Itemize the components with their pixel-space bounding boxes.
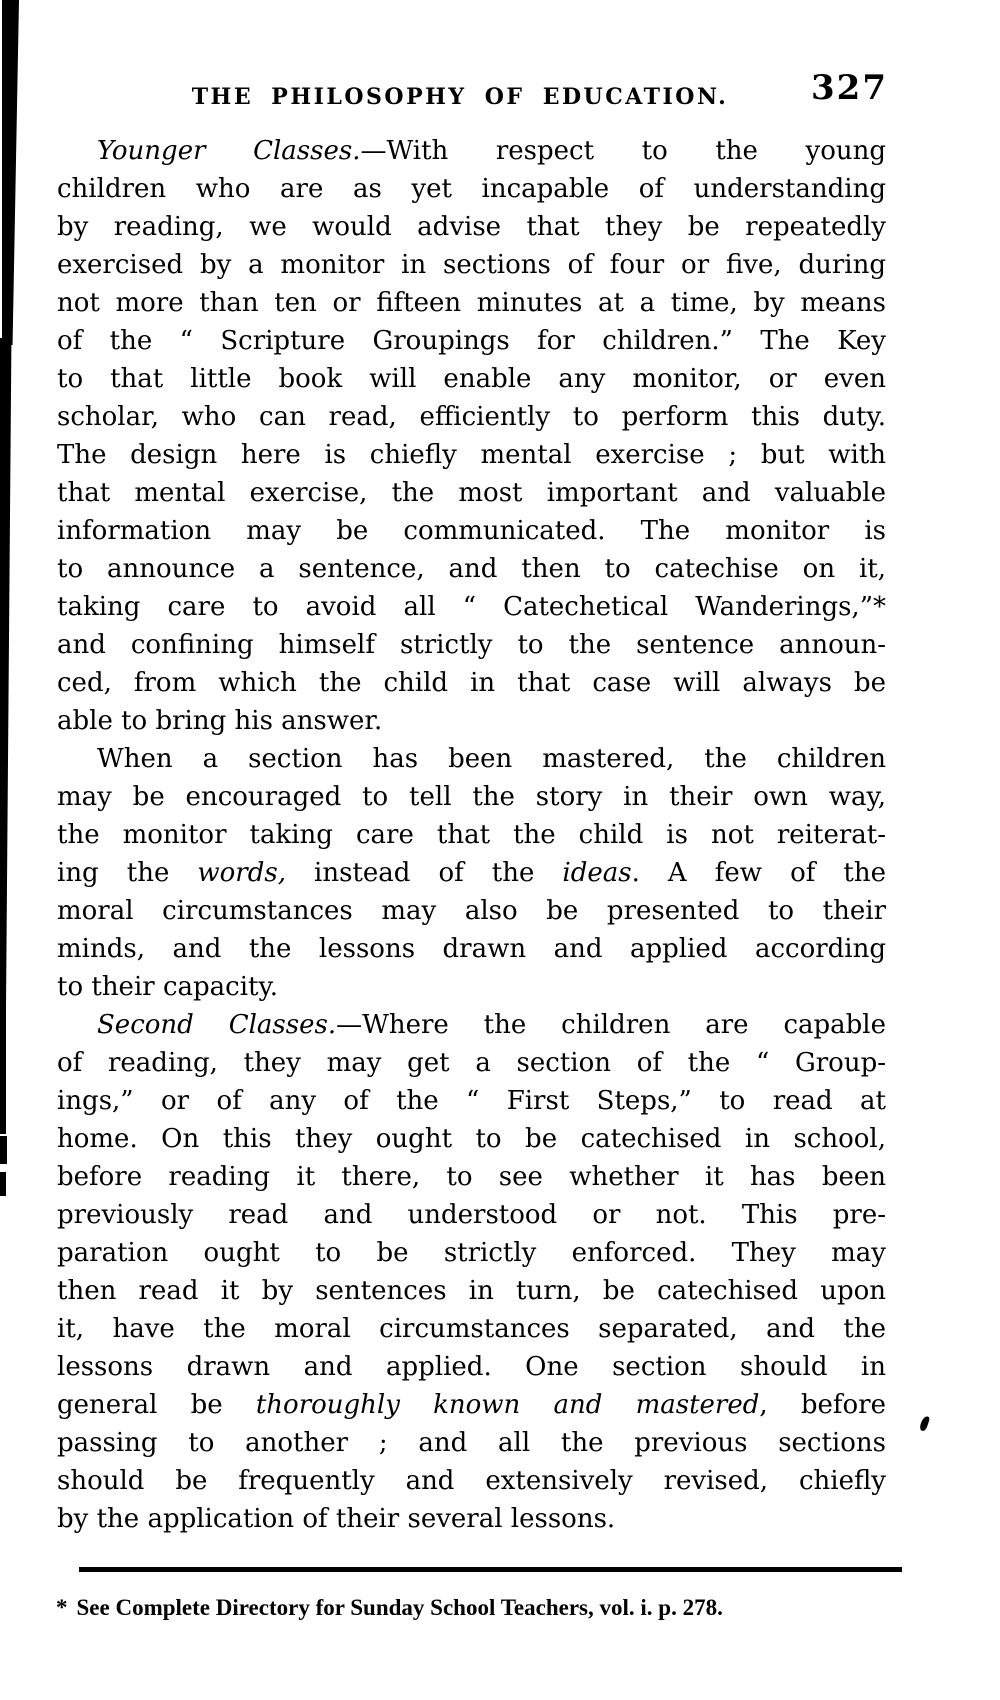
text-line	[57, 702, 886, 740]
text-line	[57, 132, 886, 170]
text-run: should be frequently and extensively revised, chiefly	[57, 1466, 886, 1496]
text-line	[57, 436, 886, 474]
text-line	[57, 1196, 886, 1234]
text-run: of reading, they may get a section of the “ Group-	[57, 1048, 886, 1078]
text-run: it, have the moral circumstances separated, and the	[57, 1314, 886, 1344]
text-line	[57, 322, 886, 360]
text-line	[57, 1120, 886, 1158]
scan-gutter-bar-top	[2, 0, 19, 345]
text-line	[57, 968, 886, 1006]
text-run: The design here is chiefly mental exercise ; but with	[57, 440, 886, 470]
text-line	[57, 626, 886, 664]
text-run: paration ought to be strictly enforced. They may	[57, 1238, 886, 1268]
text-line	[57, 854, 886, 892]
text-run: taking care to avoid all “ Catechetical Wanderings,”*	[57, 592, 886, 622]
text-line	[57, 512, 886, 550]
text-run: to their capacity.	[57, 972, 278, 1002]
text-line	[57, 208, 886, 246]
scan-gutter-dash	[0, 1172, 6, 1196]
text-line	[57, 664, 886, 702]
scan-gutter-dash	[0, 1136, 7, 1164]
text-run: not more than ten or fifteen minutes at a time, by means	[57, 288, 886, 318]
text-run: previously read and understood or not. This pre-	[57, 1200, 886, 1230]
text-run: scholar, who can read, efficiently to perform this duty.	[57, 402, 886, 432]
text-run: information may be communicated. The monitor is	[57, 516, 886, 546]
text-line	[57, 588, 886, 626]
text-line	[57, 360, 886, 398]
body-text	[57, 132, 886, 1538]
running-header-title: THE PHILOSOPHY OF EDUCATION.	[191, 84, 729, 110]
footnote-text: See Complete Directory for Sunday School Teachers, vol. i. p. 278.	[76, 1595, 723, 1620]
text-run: then read it by sentences in turn, be catechised upon	[57, 1276, 886, 1306]
text-run: exercised by a monitor in sections of four or five, during	[57, 250, 886, 280]
text-run: to announce a sentence, and then to catechise on it,	[57, 554, 886, 584]
scan-gutter-bar-lower	[0, 1002, 6, 1134]
italic-text-run: thoroughly known and mastered	[255, 1390, 760, 1420]
stray-ink-mark	[919, 1415, 930, 1431]
text-run: When a section has been mastered, the children	[97, 744, 886, 774]
text-run: passing to another ; and all the previous sections	[57, 1428, 886, 1458]
text-line	[57, 1500, 886, 1538]
scan-gutter-bar-middle	[0, 338, 13, 1010]
text-line	[57, 778, 886, 816]
text-run: ced, from which the child in that case will always be	[57, 668, 886, 698]
text-run: home. On this they ought to be catechised in school,	[57, 1124, 886, 1154]
footnote-separator-rule	[79, 1567, 902, 1572]
text-run: by the application of their several lessons.	[57, 1504, 616, 1534]
text-line	[57, 1310, 886, 1348]
text-run: before reading it there, to see whether it has been	[57, 1162, 886, 1192]
text-run: able to bring his answer.	[57, 706, 383, 736]
text-line	[57, 170, 886, 208]
text-run: may be encouraged to tell the story in their own way,	[57, 782, 886, 812]
text-line	[57, 740, 886, 778]
text-run: to that little book will enable any monitor, or even	[57, 364, 886, 394]
page-number: 327	[811, 68, 888, 108]
text-line	[57, 1158, 886, 1196]
text-line	[57, 246, 886, 284]
text-line	[57, 892, 886, 930]
text-line	[57, 1234, 886, 1272]
text-run: and confining himself strictly to the sentence announ-	[57, 630, 886, 660]
text-line	[57, 398, 886, 436]
text-run: moral circumstances may also be presented to their	[57, 896, 886, 926]
text-run: by reading, we would advise that they be repeatedly	[57, 212, 886, 242]
text-line	[57, 1082, 886, 1120]
text-line	[57, 1348, 886, 1386]
text-run: —Where the children are capable	[336, 1010, 886, 1040]
text-line	[57, 1044, 886, 1082]
text-run: , before	[759, 1390, 886, 1420]
text-run: the monitor taking care that the child is not reiterat-	[57, 820, 886, 850]
text-line	[57, 1424, 886, 1462]
text-run: ing the	[57, 858, 198, 888]
text-run: minds, and the lessons drawn and applied according	[57, 934, 886, 964]
italic-text-run: ideas	[562, 858, 632, 888]
text-run: —With respect to the young	[360, 136, 886, 166]
text-line	[57, 1386, 886, 1424]
footnote-marker: *	[56, 1595, 68, 1620]
text-line	[57, 474, 886, 512]
text-run: instead of the	[285, 858, 563, 888]
text-line	[57, 1006, 886, 1044]
text-run: ings,” or of any of the “ First Steps,” to read at	[57, 1086, 886, 1116]
text-run: . A few of the	[631, 858, 886, 888]
text-run: general be	[57, 1390, 256, 1420]
text-run: of the “ Scripture Groupings for children.” The Key	[57, 326, 886, 356]
text-line	[57, 1462, 886, 1500]
text-run: lessons drawn and applied. One section should in	[57, 1352, 886, 1382]
text-line	[57, 930, 886, 968]
text-line	[57, 550, 886, 588]
text-line	[57, 816, 886, 854]
text-run: that mental exercise, the most important and valuable	[57, 478, 886, 508]
text-line	[57, 1272, 886, 1310]
italic-text-run: Second Classes.	[97, 1010, 337, 1040]
text-run: children who are as yet incapable of understanding	[57, 174, 886, 204]
footnote	[56, 1591, 902, 1625]
italic-text-run: Younger Classes.	[97, 136, 361, 166]
text-line	[57, 284, 886, 322]
italic-text-run: words,	[197, 858, 286, 888]
